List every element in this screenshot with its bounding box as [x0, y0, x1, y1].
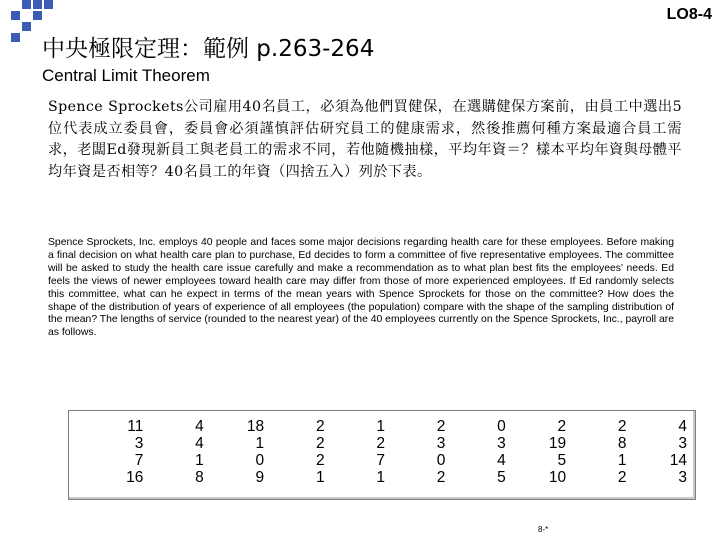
table-cell: 5	[497, 469, 506, 486]
table-cell: 8	[617, 435, 627, 452]
table-cell: 2	[376, 435, 385, 452]
table-cell: 2	[617, 469, 627, 486]
table-cell: 4	[497, 452, 506, 469]
table-row	[83, 469, 687, 486]
table-cell: 5	[557, 452, 567, 469]
table-cell: 3	[436, 435, 446, 452]
chinese-paragraph: Spence Sprockets公司雇用40名員工，必須為他們買健保，在選購健保方案前，由員工中選出5位代表成立委員會，委員會必須謹慎評估研究員工的健康需求，然後推薦何種方案最適合員工需求，老闆Ed發現新員工與老員工的需求不同，若他隨機抽樣，平均年資＝？樣本平均年資與母體平均年資是否相等？40名員工的年資（四捨五入）列於下表。	[48, 99, 682, 180]
table-cell: 4	[678, 418, 687, 435]
table-cell: 7	[376, 452, 385, 469]
table-row	[83, 418, 687, 435]
table-cell: 7	[134, 452, 144, 469]
table-cell: 0	[436, 452, 446, 469]
table-cell: 14	[669, 452, 687, 469]
page-subtitle: Central Limit Theorem	[42, 66, 210, 85]
table-cell: 1	[617, 452, 627, 469]
learning-objective-code: LO8-4	[666, 6, 712, 23]
table-cell: 9	[255, 469, 265, 486]
table-cell: 0	[255, 452, 265, 469]
page-number: 8-*	[538, 525, 549, 534]
table-cell: 3	[678, 435, 687, 452]
table-cell: 2	[436, 418, 446, 435]
table-cell: 2	[436, 469, 446, 486]
table-row	[83, 452, 687, 469]
table-row	[83, 435, 687, 452]
table-cell: 8	[195, 469, 204, 486]
table-cell: 2	[617, 418, 627, 435]
table-cell: 19	[548, 435, 567, 452]
table-cell: 1	[255, 435, 265, 452]
table-cell: 2	[557, 418, 567, 435]
table-cell: 2	[315, 418, 325, 435]
english-paragraph: Spence Sprockets, Inc. employs 40 people and faces some major decisions regarding health care for these employees. Before making a final decision on what health care plan to purchase, Ed decides to form a committee of five representative employees. The committee will be asked to study the health care issue carefully and make a recommendation as to what plan best fits the employees' needs. Ed feels the views of newer employees toward health care may differ from those of more experienced employees. If Ed randomly selects this committee, what can he expect in terms of the mean years with Spence Sprockets for those on the committee? How does the shape of the distribution of years of experience of all employees (the population) compare with the shape of the sampling distribution of the mean? The lengths of service (rounded to the nearest year) of the 40 employees currently on the Spence Sprockets, Inc., payroll are as follows.	[48, 237, 674, 339]
table-cell: 4	[195, 435, 204, 452]
table-cell: 2	[315, 452, 325, 469]
table-cell: 1	[315, 469, 325, 486]
payroll-table	[83, 418, 687, 486]
page-title: 中央極限定理：範例 p.263-264	[42, 36, 375, 62]
table-cell: 3	[134, 435, 144, 452]
table-cell: 3	[497, 435, 506, 452]
table-cell: 1	[195, 452, 204, 469]
payroll-table-box	[68, 410, 696, 500]
table-cell: 10	[548, 469, 567, 486]
table-cell: 16	[126, 469, 144, 486]
table-cell: 2	[315, 435, 325, 452]
table-cell: 1	[376, 469, 385, 486]
table-cell: 1	[376, 418, 385, 435]
table-cell: 0	[497, 418, 506, 435]
table-cell: 11	[127, 418, 144, 435]
table-cell: 4	[195, 418, 204, 435]
table-cell: 18	[246, 418, 265, 435]
table-cell: 3	[678, 469, 687, 486]
